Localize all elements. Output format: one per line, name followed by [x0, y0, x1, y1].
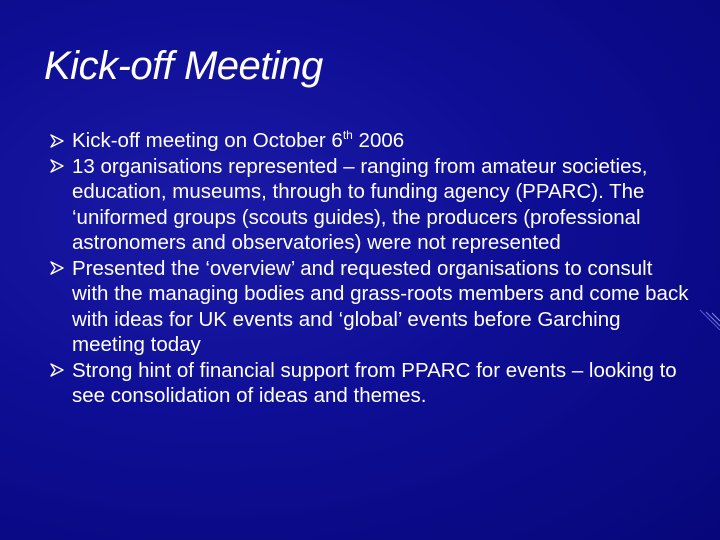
date-superscript: th	[342, 128, 353, 142]
bullet-text-year: 2006	[352, 129, 405, 152]
slide-title: Kick-off Meeting	[44, 44, 323, 88]
bullet-list	[50, 128, 690, 409]
arrow-bullet-icon	[50, 358, 72, 383]
arrow-bullet-icon	[50, 128, 72, 153]
bullet-item	[50, 154, 690, 256]
bullet-text	[72, 128, 690, 154]
bullet-item	[50, 358, 690, 409]
bullet-item	[50, 128, 690, 154]
bullet-text: 13 organisations represented – ranging from amateur societies, education, museums, through to funding agency (PPARC). The ‘uniformed groups (scouts guides), the producers (professional astronomers and observatories) were not represented	[72, 154, 648, 254]
arrow-bullet-icon	[50, 154, 72, 179]
bullet-text-main: Kick-off meeting on October 6	[72, 129, 343, 152]
bullet-text: Presented the ‘overview’ and requested organisations to consult with the managing bodies and grass-roots members and come back with ideas for UK events and ‘global’ events before Garching meeting today	[72, 256, 689, 356]
arrow-bullet-icon	[50, 256, 72, 281]
bullet-item	[50, 256, 690, 358]
bullet-text: Strong hint of financial support from PPARC for events – looking to see consolidation of ideas and themes.	[72, 358, 677, 407]
